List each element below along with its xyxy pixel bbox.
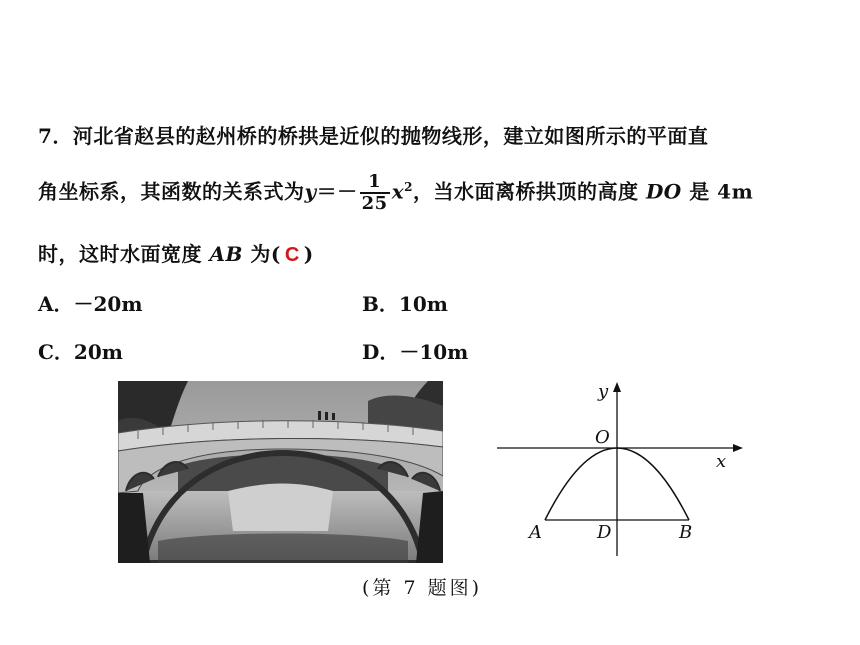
question-text-2c: 是 4m (689, 179, 754, 204)
question-text-3b: 为( (250, 242, 281, 266)
func-exponent: 2 (404, 179, 413, 194)
question-text-3c: ) (303, 242, 314, 266)
question-line-2 (38, 172, 753, 214)
question-line-3 (38, 238, 314, 267)
label-a: A (529, 522, 542, 543)
option-d: D．－10m (362, 340, 469, 364)
question-text-2a: 角坐标系，其函数的关系式为 (38, 179, 305, 204)
fraction-denominator: 25 (361, 193, 388, 214)
x-axis-arrow (733, 444, 743, 452)
figure-caption: (第 7 题图) (362, 577, 482, 599)
question-line-1 (38, 120, 708, 149)
label-d: D (597, 522, 612, 543)
option-b: B．10m (362, 292, 448, 316)
func-x: x (391, 179, 405, 204)
label-o: O (595, 427, 610, 448)
question-text-2b: ，当水面离桥拱顶的高度 (412, 179, 639, 204)
y-axis-arrow (613, 382, 621, 392)
fraction-numerator: 1 (360, 172, 390, 194)
label-b: B (679, 522, 693, 543)
fraction (360, 172, 390, 214)
var-DO: DO (645, 179, 682, 204)
var-AB: AB (209, 242, 243, 266)
func-eq: ＝－ (316, 179, 358, 204)
answer-mark: C (284, 244, 300, 266)
label-y: y (598, 381, 609, 402)
question-text-3a: 时，这时水面宽度 (38, 242, 202, 266)
option-a: A．－20m (38, 292, 143, 316)
parabola-graph (495, 378, 745, 558)
bridge-photo (118, 381, 443, 563)
option-c: C．20m (38, 340, 123, 364)
label-x: x (716, 451, 727, 472)
question-text-1: 7．河北省赵县的赵州桥的桥拱是近似的抛物线形，建立如图所示的平面直 (38, 124, 709, 148)
func-y: y (304, 179, 317, 204)
